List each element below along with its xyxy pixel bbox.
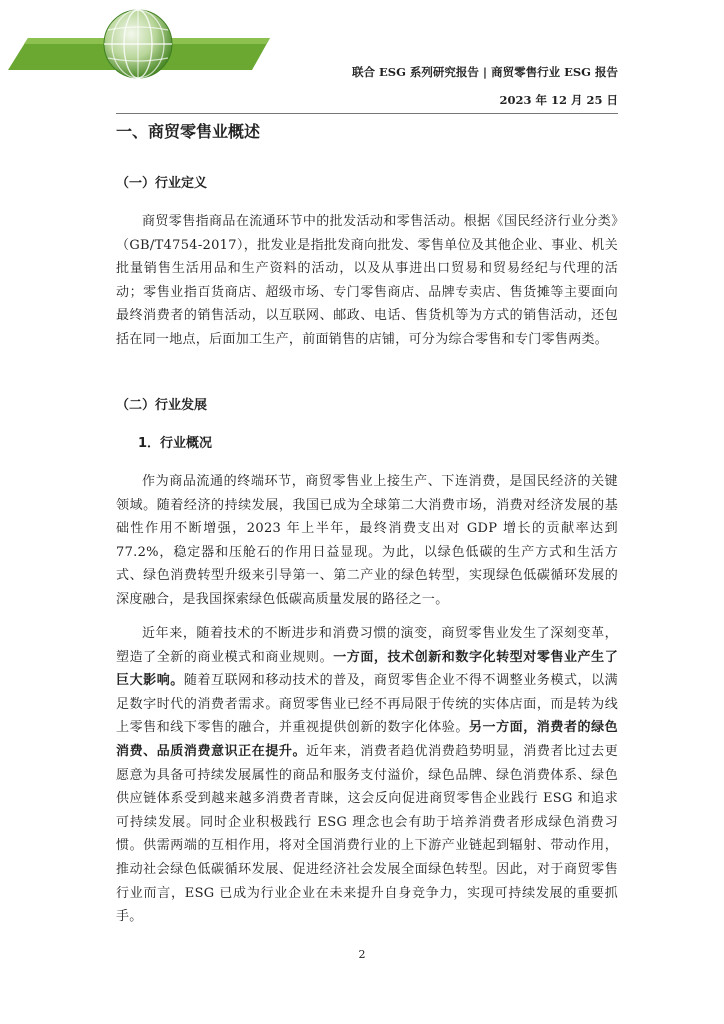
trend-text-green: 近年来，消费者趋优消费趋势明显，消费者比过去更愿意为具备可持续发展属性的商品和服务支付溢价，绿色品牌、绿色消费体系、绿色供应链体系受到越来越多消费者青睐，这会反向促进商贸零售企业践行 ESG 和追求可持续发展。同时企业积极践行 ESG 理念也会有助于培养消费者形成绿色消费习惯。供需两端的互相作用，将对全国消费行业的上下游产业链起到辐射、带动作用，推动社会绿色低碳循环发展、促进经济社会发展全面绿色转型。因此，对于商贸零售行业而言，ESG 已成为行业企业在未来提升自身竞争力，实现可持续发展的重要抓手。 bbox=[116, 743, 618, 925]
trend-paragraph bbox=[116, 622, 618, 929]
report-series-title: 联合 ESG 系列研究报告 | 商贸零售行业 ESG 报告 bbox=[352, 65, 618, 79]
subsection-title-definition: （一）行业定义 bbox=[116, 176, 208, 191]
header-divider bbox=[116, 113, 618, 114]
trend-highlight-green: 另一方面，消费者的绿色消费、品质消费意识正在提升。 bbox=[116, 720, 618, 759]
trend-highlight-tech: 一方面，技术创新和数字化转型对零售业产生了巨大影响。 bbox=[116, 649, 618, 689]
trend-text-intro: 近年来，随着技术的不断进步和消费习惯的演变，商贸零售业发生了深刻变革，塑造了全新的商业模式和商业规则。 bbox=[116, 626, 618, 665]
report-date: 2023 年 12 月 25 日 bbox=[499, 93, 618, 107]
item-title-overview: 1．行业概况 bbox=[138, 436, 213, 451]
page-number: 2 bbox=[358, 948, 366, 961]
subsection-title-development: （二）行业发展 bbox=[116, 398, 208, 413]
overview-paragraph: 作为商品流通的终端环节，商贸零售业上接生产、下连消费，是国民经济的关键领域。随着经济的持续发展，我国已成为全球第二大消费市场，消费对经济发展的基础性作用不断增强，2023 年上半年，最终消费支出对 GDP 增长的贡献率达到 77.2%，稳定器和压舱石的作用日益显现。为此，以绿色低碳的生产方式和生活方式、绿色消费转型升级来引导第一、第二产业的绿色转型，实现绿色低碳循环发展的深度融合，是我国探索绿色低碳高质量发展的路径之一。 bbox=[116, 474, 618, 607]
definition-paragraph: 商贸零售指商品在流通环节中的批发活动和零售活动。根据《国民经济行业分类》（GB/T4754-2017），批发业是指批发商向批发、零售单位及其他企业、事业、机关批量销售生活用品和生产资料的活动，以及从事进出口贸易和贸易经纪与代理的活动；零售业指百货商店、超级市场、专门零售商店、品牌专卖店、售货摊等主要面向最终消费者的销售活动，以互联网、邮政、电话、售货机等为方式的销售活动，还包括在同一地点，后面加工生产，前面销售的店铺，可分为综合零售和专门零售两类。 bbox=[116, 214, 618, 347]
section-title: 一、商贸零售业概述 bbox=[116, 122, 261, 141]
trend-text-tech: 随着互联网和移动技术的普及，商贸零售企业不得不调整业务模式，以满足数字时代的消费者需求。商贸零售业已经不再局限于传统的实体店面，而是转为线上零售和线下零售的融合，并重视提供创新的数字化体验。 bbox=[116, 673, 618, 736]
